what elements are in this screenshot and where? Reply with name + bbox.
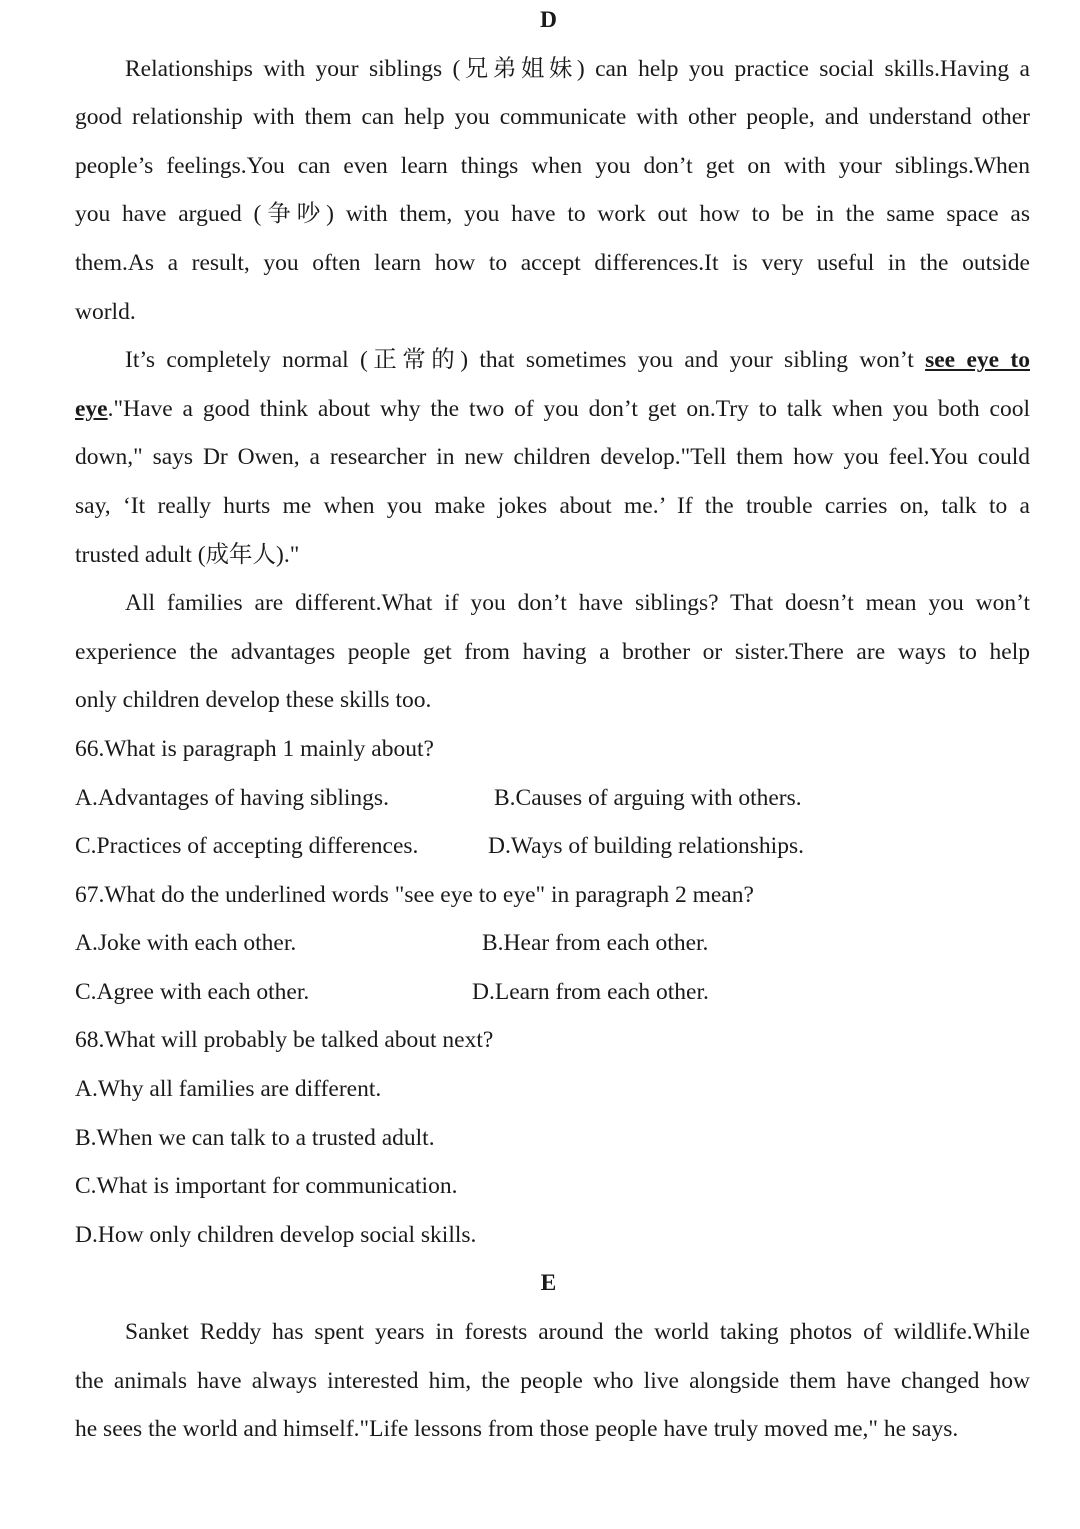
underlined-phrase: eye: [75, 395, 108, 422]
question-67: [75, 871, 1030, 1017]
option-c: C.Agree with each other.: [75, 978, 310, 1005]
option-a: A.Why all families are different.: [75, 1076, 382, 1103]
text-span: "Have a good think about why the two of you don’t get on.Try to talk when you both cool: [113, 395, 1030, 422]
options-row: [75, 774, 1030, 823]
underlined-phrase: see eye to: [925, 347, 1030, 374]
option-c: C.What is important for communication.: [75, 1173, 458, 1200]
question-stem: 67.What do the underlined words "see eye to eye" in paragraph 2 mean?: [75, 881, 754, 908]
question-66: [75, 725, 1030, 871]
question-68: [75, 1016, 1030, 1259]
text-line: experience the advantages people get from having a brother or sister.There are ways to help: [75, 638, 1030, 665]
text-line: world.: [75, 298, 136, 325]
text-line: down," says Dr Owen, a researcher in new children develop."Tell them how you feel.You could: [75, 444, 1030, 471]
option-d: D.How only children develop social skills.: [75, 1221, 477, 1248]
option-d: D.Learn from each other.: [472, 978, 709, 1005]
option-b: B.Causes of arguing with others.: [494, 784, 802, 811]
paragraph-2: [75, 336, 1030, 579]
text-line: All families are different.What if you don’t have siblings? That doesn’t mean you won’t: [125, 590, 1030, 617]
text-line: only children develop these skills too.: [75, 687, 432, 714]
text-line: good relationship with them can help you communicate with other people, and understand other: [75, 104, 1030, 131]
text-line: he sees the world and himself."Life lessons from those people have truly moved me," he says.: [75, 1416, 959, 1443]
paragraph-1: [75, 45, 1030, 337]
option-b: B.When we can talk to a trusted adult.: [75, 1124, 435, 1151]
text-span: It’s completely normal (正常的) that sometimes you and your sibling won’t: [125, 347, 926, 374]
option-b: B.Hear from each other.: [482, 930, 709, 957]
section-heading-e: E: [540, 1270, 557, 1297]
text-line: [75, 336, 1030, 385]
section-heading-d: D: [540, 7, 557, 33]
text-line: Sanket Reddy has spent years in forests around the world taking photos of wildlife.While: [125, 1319, 1030, 1346]
question-stem: 68.What will probably be talked about next?: [75, 1027, 494, 1054]
text-line: people’s feelings.You can even learn things when you don’t get on with your siblings.When: [75, 152, 1030, 179]
text-span: .: [107, 395, 114, 422]
paragraph-3: [75, 579, 1030, 725]
text-line: say, ‘It really hurts me when you make jokes about me.’ If the trouble carries on, talk to a: [75, 492, 1030, 519]
option-a: A.Advantages of having siblings.: [75, 784, 389, 811]
text-line: the animals have always interested him, the people who live alongside them have changed how: [75, 1367, 1030, 1394]
question-stem: 66.What is paragraph 1 mainly about?: [75, 735, 434, 762]
text-line: Relationships with your siblings (兄弟姐妹) can help you practice social skills.Having a: [125, 55, 1030, 82]
option-a: A.Joke with each other.: [75, 930, 297, 957]
text-line: trusted adult (成年人).": [75, 541, 300, 568]
paragraph-e1: [75, 1308, 1030, 1454]
document-page: [75, 0, 1030, 1454]
options-row: [75, 822, 1030, 871]
text-line: [75, 385, 1030, 434]
text-line: them.As a result, you often learn how to accept differences.It is very useful in the outside: [75, 249, 1030, 276]
option-d: D.Ways of building relationships.: [488, 833, 804, 860]
text-line: you have argued (争吵) with them, you have to work out how to be in the same space as: [75, 201, 1030, 228]
options-row: [75, 919, 1030, 968]
options-row: [75, 968, 1030, 1017]
option-c: C.Practices of accepting differences.: [75, 833, 419, 860]
